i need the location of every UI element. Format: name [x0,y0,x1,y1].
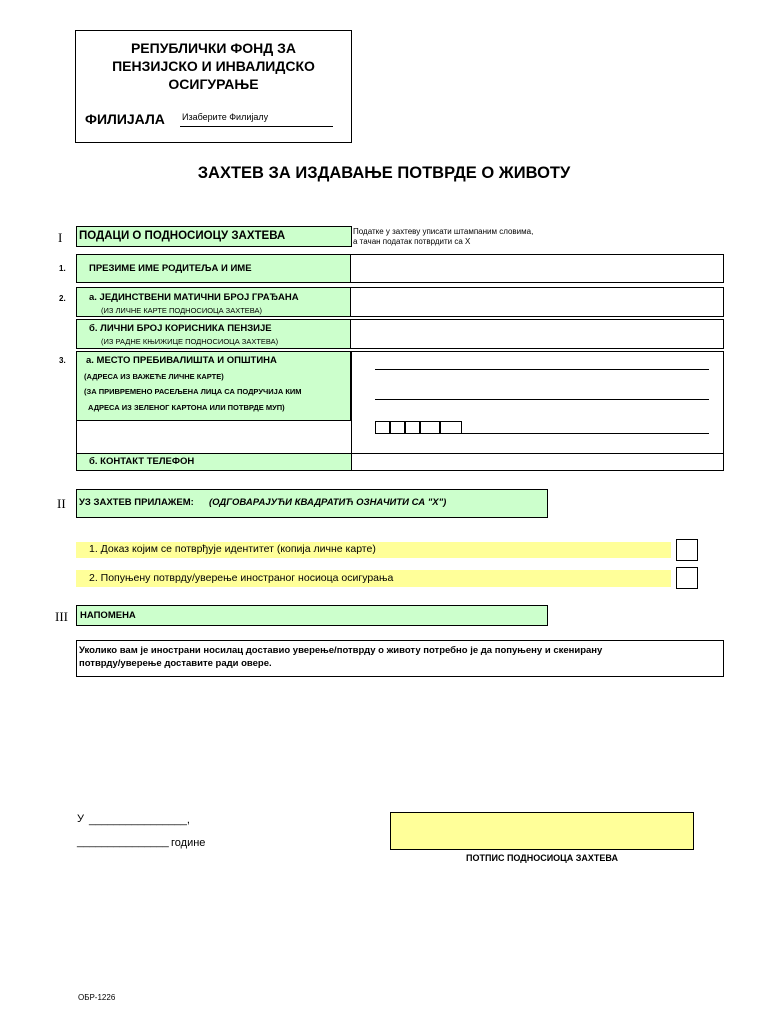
org-name-line2: ПЕНЗИЈСКО И ИНВАЛИДСКО [112,58,315,74]
row1-input[interactable] [353,255,723,282]
row3a-sublabel3: АДРЕСА ИЗ ЗЕЛЕНОГ КАРТОНА ИЛИ ПОТВРДЕ МУП) [88,403,285,412]
attachment-item1-checkbox[interactable] [676,539,698,561]
org-name-line1: РЕПУБЛИЧКИ ФОНД ЗА [130,40,297,56]
signature-box[interactable] [390,812,694,850]
row2-number: 2. [59,294,66,303]
row2b-label: б. ЛИЧНИ БРОЈ КОРИСНИКА ПЕНЗИЈЕ [89,323,272,334]
row1-number: 1. [59,264,66,273]
row2b-sublabel: (ИЗ РАДНЕ КЊИЖИЦЕ ПОДНОСИОЦА ЗАХТЕВА) [101,337,279,346]
row3a-sublabel1: (АДРЕСА ИЗ ВАЖЕЋЕ ЛИЧНЕ КАРТЕ) [84,372,224,381]
note-text-line2: потврду/уверење доставите ради овере. [79,658,272,669]
postal-digit-5[interactable] [440,421,462,434]
section1-heading: ПОДАЦИ О ПОДНОСИОЦУ ЗАХТЕВА [76,226,352,247]
date-suffix: године [171,837,206,849]
place-prefix: У [77,813,84,825]
row3-number: 3. [59,356,66,365]
place-input[interactable]: ________________, [89,814,190,826]
row3a-label: а. МЕСТО ПРЕБИВАЛИШТА И ОПШТИНА [86,355,277,366]
branch-select[interactable]: Изаберите Филијалу [180,112,333,127]
postal-digit-1[interactable] [375,421,390,434]
jmbg-input[interactable] [353,288,723,316]
date-input[interactable]: _______________ [77,836,169,848]
attachment-item2-checkbox[interactable] [676,567,698,589]
phone-input[interactable] [353,454,723,470]
row1-label: ПРЕЗИМЕ ИМЕ РОДИТЕЉА И ИМЕ [77,255,351,282]
section1-note-line2: а тачан податак потврдити са X [353,237,471,246]
postal-digit-2[interactable] [390,421,405,434]
section2-heading-hint: (ОДГОВАРАЈУЋИ КВАДРАТИЋ ОЗНАЧИТИ СА "X") [209,497,447,508]
postal-digit-3[interactable] [405,421,420,434]
section1-note-line1: Податке у захтеву уписати штампаним словима, [353,227,534,236]
signature-label: ПОТПИС ПОДНОСИОЦА ЗАХТЕВА [466,853,618,863]
section3-heading: НАПОМЕНА [76,605,548,626]
attachment-item1-label: 1. Доказ којим се потврђује идентитет (копија личне карте) [89,543,376,555]
section2-roman: II [57,496,66,511]
section3-roman: III [55,609,68,624]
branch-label: ФИЛИЈАЛА [85,111,165,127]
note-text-line1: Уколико вам је инострани носилац доставио уверење/потврду о животу потребно је да попуњену и скенирану [79,645,603,656]
pension-number-input[interactable] [353,320,723,348]
address-line2-input[interactable] [375,385,709,400]
postal-digit-4[interactable] [420,421,440,434]
org-name-line3: ОСИГУРАЊЕ [168,76,259,92]
section2-heading: УЗ ЗАХТЕВ ПРИЛАЖЕМ: [79,497,194,508]
address-line1-input[interactable] [375,355,709,370]
row3b-label: б. КОНТАКТ ТЕЛЕФОН [77,454,351,470]
page-title: ЗАХТЕВ ЗА ИЗДАВАЊЕ ПОТВРДЕ О ЖИВОТУ [197,164,571,182]
row2a-sublabel: (ИЗ ЛИЧНЕ КАРТЕ ПОДНОСИОЦА ЗАХТЕВА) [101,306,263,315]
attachment-item2-label: 2. Попуњену потврду/уверење иностраног носиоца осигурања [89,572,394,584]
row2a-label: а. ЈЕДИНСТВЕНИ МАТИЧНИ БРОЈ ГРАЂАНА [89,292,299,303]
form-code: ОБР-1226 [78,993,116,1002]
row3a-sublabel2: (ЗА ПРИВРЕМЕНО РАСЕЉЕНА ЛИЦА СА ПОДРУЧИЈА КИМ [84,387,302,396]
section1-roman: I [58,230,63,245]
